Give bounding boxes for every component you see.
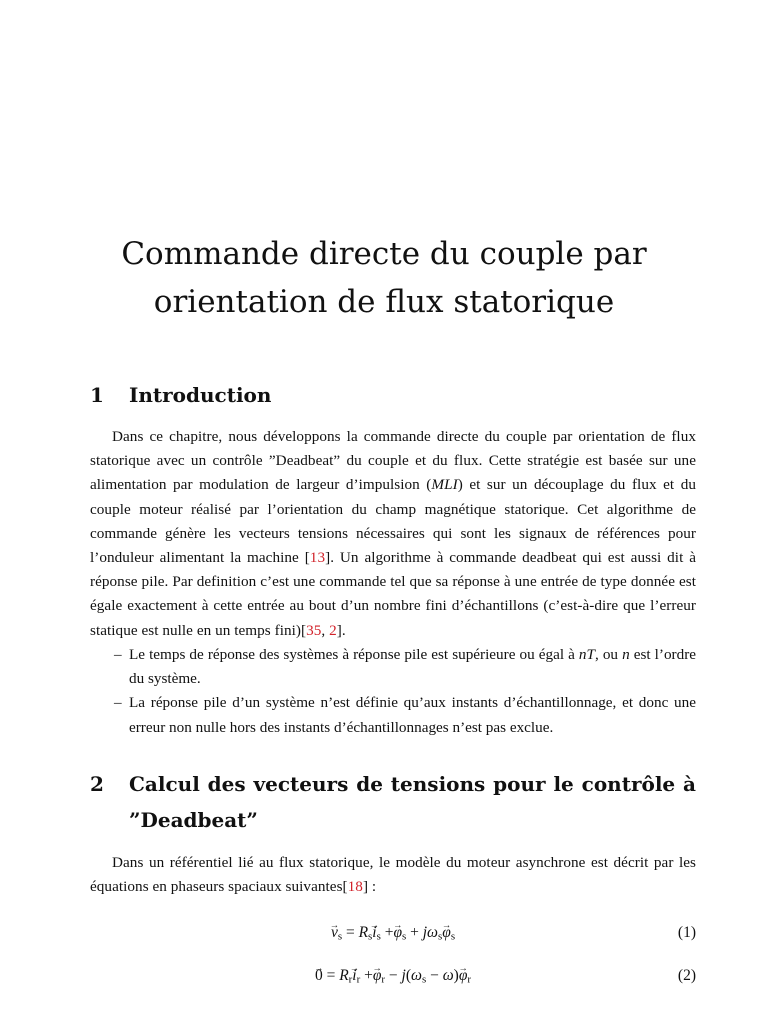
section-title: Introduction — [129, 383, 272, 407]
introduction-paragraph — [90, 425, 696, 643]
bracket: [ — [301, 621, 307, 639]
section-number: 2 — [90, 772, 104, 796]
citation-link[interactable]: 13 — [309, 549, 326, 567]
math-nT: nT — [578, 646, 595, 663]
text-run: Dans un référentiel lié au flux statorique, le modèle du moteur asynchrone est décrit par les équations en phaseurs spaciaux suivantes — [90, 854, 696, 896]
text-run: . — [341, 621, 346, 639]
bullet-item — [90, 691, 696, 739]
section-number: 1 — [90, 383, 104, 407]
title-line-1: Commande directe du couple par — [121, 236, 647, 272]
bracket: [ — [342, 878, 348, 896]
citation-18[interactable] — [343, 878, 369, 895]
section-2-paragraph — [90, 851, 696, 899]
text-run: : — [368, 878, 377, 896]
title-line-2: orientation de flux statorique — [153, 284, 615, 320]
section-title: Calcul des vecteurs de tensions pour le contrôle à ”Deadbeat” — [129, 772, 696, 832]
math-n: n — [622, 646, 630, 663]
equation-2 — [90, 963, 696, 989]
bracket: ] — [325, 549, 331, 567]
bullet-list — [90, 643, 696, 740]
equation-1 — [90, 920, 696, 946]
bracket: [ — [304, 549, 310, 567]
citation-link[interactable]: 2 — [329, 621, 337, 639]
section-2-heading — [90, 766, 696, 838]
text-run: ) et sur un découplage du flux et du couple moteur réalisé par l’orientation du champ magnétique statorique. Cet algorithme de commande génère les vecteurs tensions nécessaires qui sont les signaux de références pour l’onduleur alimentant la machine — [90, 476, 696, 567]
document-title — [60, 230, 708, 326]
citation-link[interactable]: 18 — [347, 878, 363, 896]
bullet-dash: – — [114, 646, 122, 663]
citation-link[interactable]: 35 — [306, 621, 322, 639]
section-1-heading — [90, 377, 696, 413]
text-run: est l’ordre du système. — [129, 646, 696, 688]
bracket: ] — [362, 878, 369, 896]
text-run: . Un algorithme à commande deadbeat qui est aussi dit à réponse pile. Par definition c’est une commande tel que sa réponse à une entrée de type donnée est égale exactement à cette entrée au bout d’un nombre fini d’échantillons (c’est-à-dire que l’erreur statique est nulle en un temps fini) — [90, 549, 697, 639]
text-run: Dans ce chapitre, nous développons la commande directe du couple par orientation de flux statorique avec un contrôle ”Deadbeat” du couple et du flux. Cette stratégie est basée sur une alimentation par modulation de largeur d’impulsion ( — [90, 428, 696, 494]
equation-expression: $v \to_s = R_si \to_s +\varphi \to_s + j\omega_s\varphi \to_s$ — [90, 920, 696, 946]
separator: , — [321, 621, 330, 639]
text-run: , ou — [594, 646, 623, 663]
bullet-dash: – — [114, 694, 122, 712]
citation-13[interactable] — [305, 549, 331, 566]
equation-expression: 0 → = $R_ri \to_r +\varphi \to_r - j(\omega_s - \omega)\varphi \to_r$ — [90, 963, 696, 989]
math-mli: MLI — [431, 476, 458, 494]
equation-number: (2) — [677, 967, 696, 984]
text-run: La réponse pile d’un système n’est définie qu’aux instants d’échantillonnage, et donc une erreur non nulle hors des instants d’échantillonnages n’est pas exclue. — [129, 694, 696, 736]
bracket: ] — [336, 621, 342, 639]
citation-35-2[interactable] — [301, 622, 342, 639]
bullet-item — [90, 643, 696, 691]
text-run: Le temps de réponse des systèmes à réponse pile est supérieure ou égal à — [129, 646, 579, 663]
equation-number: (1) — [677, 924, 696, 941]
